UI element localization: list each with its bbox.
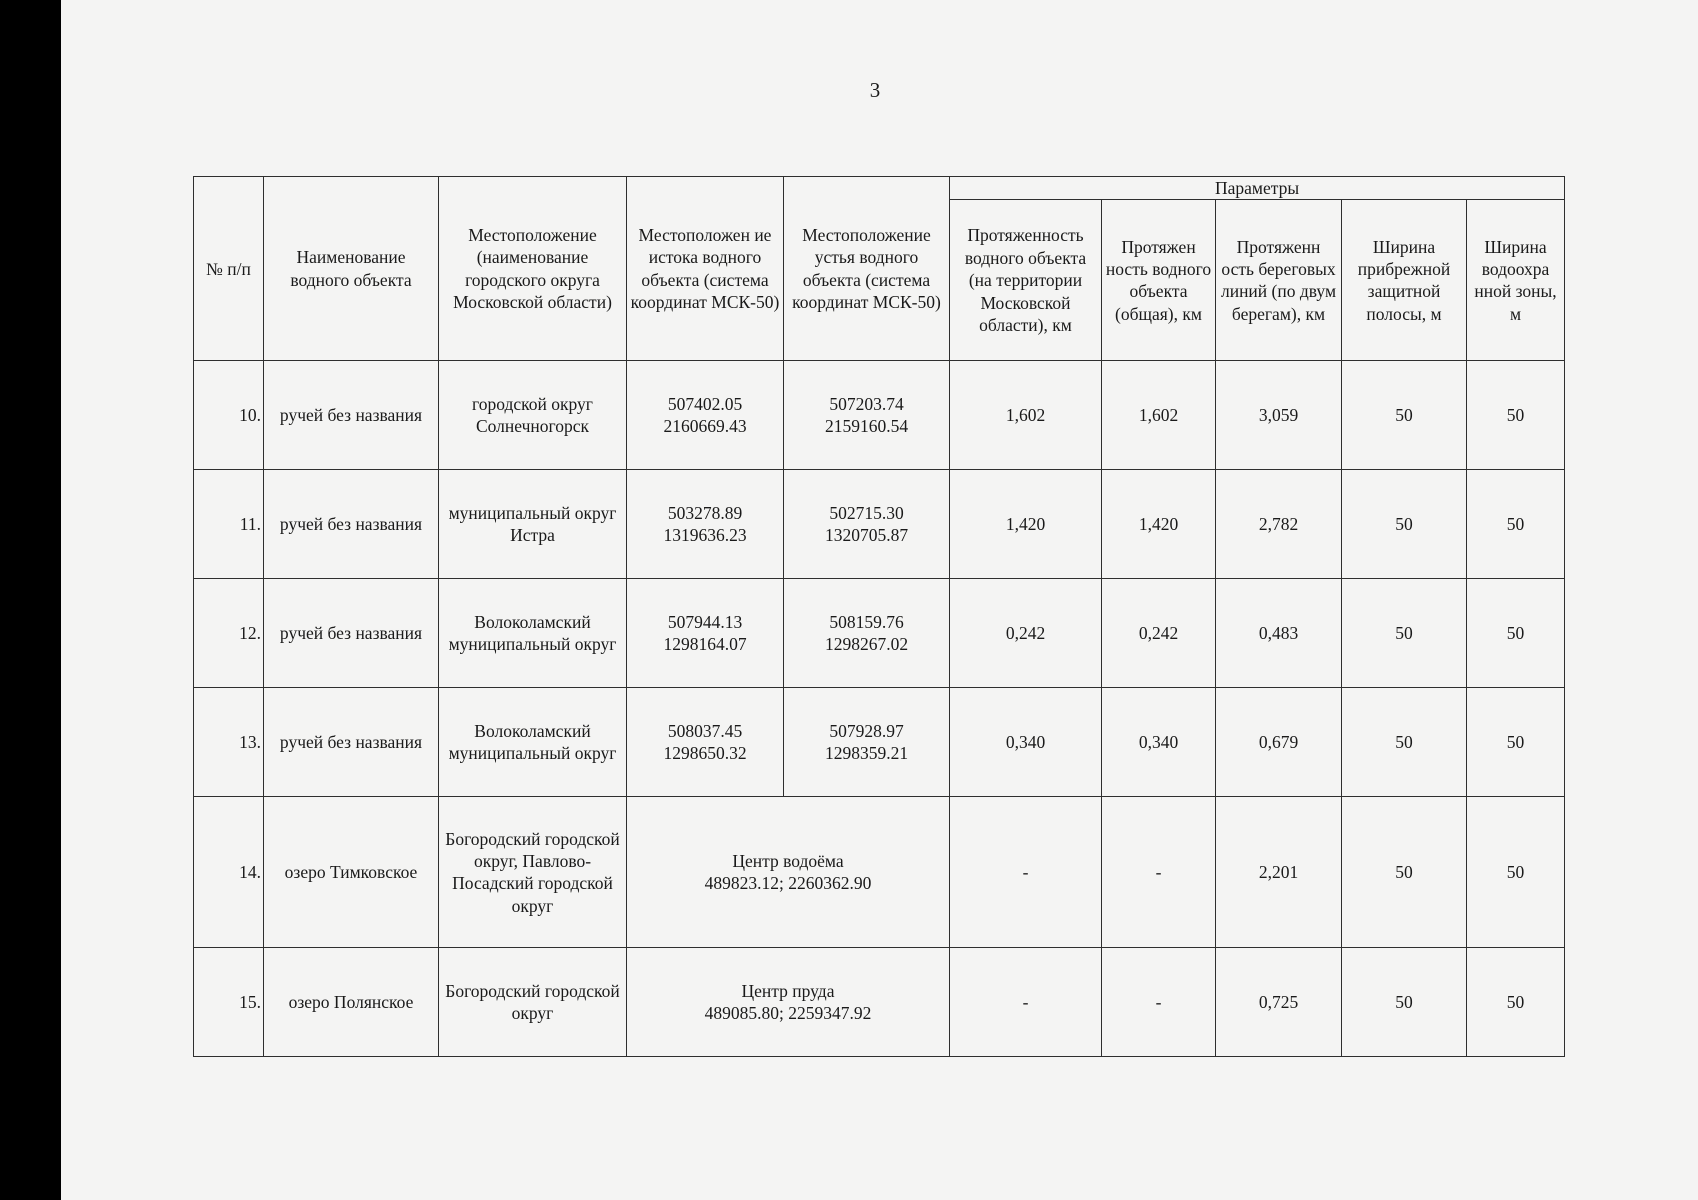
table-row [194, 579, 1565, 688]
cell-length-total: 0,242 [1102, 579, 1216, 688]
header-num: № п/п [194, 177, 264, 361]
cell-strip-width: 50 [1342, 948, 1467, 1057]
cell-location: муниципальный округ Истра [439, 470, 627, 579]
cell-length-region: 0,340 [950, 688, 1102, 797]
cell-num: 12. [194, 579, 264, 688]
cell-source: 507402.05 2160669.43 [627, 361, 784, 470]
cell-location: Волоколамский муниципальный округ [439, 579, 627, 688]
cell-name: озеро Тимковское [264, 797, 439, 948]
cell-name: озеро Полянское [264, 948, 439, 1057]
cell-zone-width: 50 [1467, 361, 1565, 470]
page-number: 3 [869, 78, 881, 102]
header-location: Местоположение (наименование городского округа Московской области) [439, 177, 627, 361]
cell-zone-width: 50 [1467, 948, 1565, 1057]
cell-num: 13. [194, 688, 264, 797]
cell-length-total: - [1102, 948, 1216, 1057]
header-name: Наименование водного объекта [264, 177, 439, 361]
table-row [194, 361, 1565, 470]
cell-num: 14. [194, 797, 264, 948]
table-row [194, 470, 1565, 579]
water-objects-table [193, 176, 1565, 1057]
cell-mouth: 507203.74 2159160.54 [784, 361, 950, 470]
cell-center [627, 948, 950, 1057]
cell-name: ручей без названия [264, 688, 439, 797]
cell-strip-width: 50 [1342, 797, 1467, 948]
cell-length-total: 1,420 [1102, 470, 1216, 579]
header-length-total: Протяжен ность водного объекта (общая), км [1102, 200, 1216, 361]
center-label: Центр водоёма [732, 851, 844, 871]
cell-length-total: - [1102, 797, 1216, 948]
cell-mouth: 508159.76 1298267.02 [784, 579, 950, 688]
cell-name: ручей без названия [264, 361, 439, 470]
table-row [194, 797, 1565, 948]
cell-zone-width: 50 [1467, 688, 1565, 797]
cell-length-total: 1,602 [1102, 361, 1216, 470]
cell-name: ручей без названия [264, 579, 439, 688]
table-header-row [194, 177, 1565, 200]
cell-num: 15. [194, 948, 264, 1057]
center-coordinates: 489823.12; 2260362.90 [704, 873, 872, 894]
cell-name: ручей без названия [264, 470, 439, 579]
header-parameters: Параметры [950, 177, 1565, 200]
table-row [194, 948, 1565, 1057]
cell-strip-width: 50 [1342, 470, 1467, 579]
header-shoreline: Протяженн ость береговых линий (по двум берегам), км [1216, 200, 1342, 361]
cell-shoreline: 2,201 [1216, 797, 1342, 948]
cell-strip-width: 50 [1342, 361, 1467, 470]
cell-location: городской округ Солнечногорск [439, 361, 627, 470]
cell-zone-width: 50 [1467, 797, 1565, 948]
cell-zone-width: 50 [1467, 470, 1565, 579]
header-length-region: Протяженность водного объекта (на территории Московской области), км [950, 200, 1102, 361]
cell-length-region: - [950, 948, 1102, 1057]
cell-location: Богородский городской округ, Павлово-Посадский городской округ [439, 797, 627, 948]
cell-num: 10. [194, 361, 264, 470]
cell-shoreline: 0,679 [1216, 688, 1342, 797]
center-label: Центр пруда [741, 981, 835, 1001]
cell-shoreline: 3,059 [1216, 361, 1342, 470]
cell-shoreline: 0,725 [1216, 948, 1342, 1057]
cell-source: 503278.89 1319636.23 [627, 470, 784, 579]
cell-mouth: 502715.30 1320705.87 [784, 470, 950, 579]
cell-num: 11. [194, 470, 264, 579]
cell-strip-width: 50 [1342, 688, 1467, 797]
header-strip-width: Ширина прибрежной защитной полосы, м [1342, 200, 1467, 361]
cell-zone-width: 50 [1467, 579, 1565, 688]
cell-location: Волоколамский муниципальный округ [439, 688, 627, 797]
cell-length-total: 0,340 [1102, 688, 1216, 797]
cell-length-region: - [950, 797, 1102, 948]
cell-center [627, 797, 950, 948]
header-zone-width: Ширина водоохра нной зоны, м [1467, 200, 1565, 361]
scan-left-border [0, 0, 61, 1200]
header-mouth: Местоположение устья водного объекта (система координат МСК-50) [784, 177, 950, 361]
cell-length-region: 1,420 [950, 470, 1102, 579]
cell-shoreline: 2,782 [1216, 470, 1342, 579]
cell-source: 507944.13 1298164.07 [627, 579, 784, 688]
cell-mouth: 507928.97 1298359.21 [784, 688, 950, 797]
cell-strip-width: 50 [1342, 579, 1467, 688]
cell-shoreline: 0,483 [1216, 579, 1342, 688]
cell-source: 508037.45 1298650.32 [627, 688, 784, 797]
cell-location: Богородский городской округ [439, 948, 627, 1057]
cell-length-region: 0,242 [950, 579, 1102, 688]
center-coordinates: 489085.80; 2259347.92 [704, 1003, 872, 1024]
table-row [194, 688, 1565, 797]
header-source: Местоположен ие истока водного объекта (система координат МСК-50) [627, 177, 784, 361]
cell-length-region: 1,602 [950, 361, 1102, 470]
